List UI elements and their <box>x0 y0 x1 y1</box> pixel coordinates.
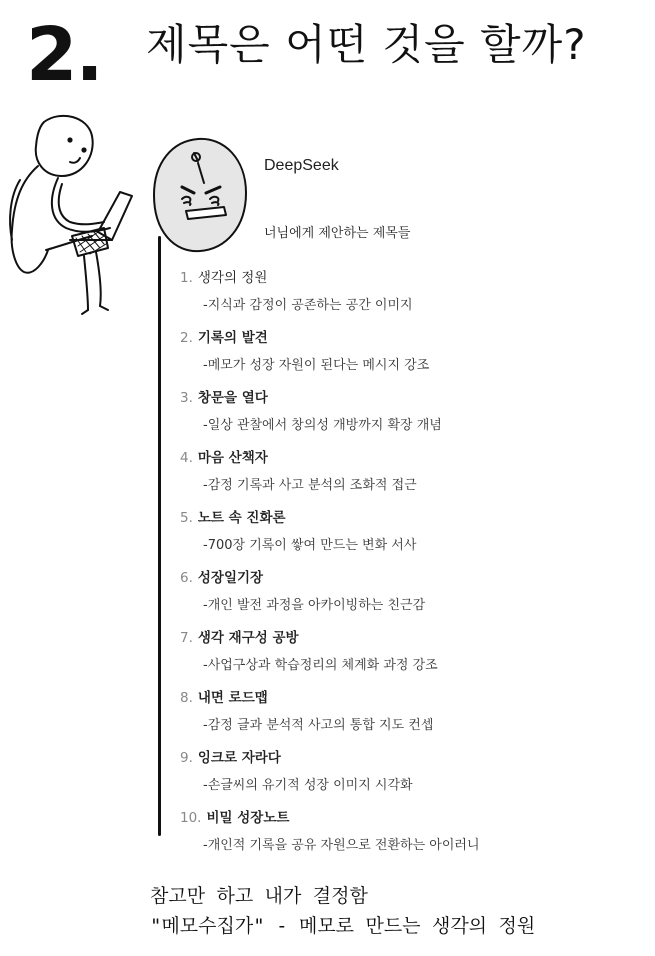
section-number <box>26 12 102 98</box>
list-item <box>180 688 480 748</box>
list-item <box>180 388 480 448</box>
list-item <box>180 808 480 868</box>
item-description: -감정 기록과 사고 분석의 조화적 접근 <box>203 478 417 493</box>
item-description: -일상 관찰에서 창의성 개방까지 확장 개념 <box>203 418 442 433</box>
list-item <box>180 508 480 568</box>
deepseek-avatar-icon <box>150 135 250 255</box>
item-description: -개인적 기록을 공유 자원으로 전환하는 아이러니 <box>203 838 480 853</box>
item-title: 잉크로 자라다 <box>197 750 281 766</box>
item-description: -개인 발전 과정을 아카이빙하는 친근감 <box>203 598 426 613</box>
item-number: 7. <box>180 630 193 646</box>
item-description: -손글씨의 유기적 성장 이미지 시각화 <box>203 778 413 793</box>
item-title: 기록의 발견 <box>197 330 268 346</box>
bot-name: DeepSeek <box>264 157 339 174</box>
footer-line-1: 참고만 하고 내가 결정함 <box>150 885 368 907</box>
item-number: 10. <box>180 810 202 826</box>
item-title: 노트 속 진화론 <box>197 510 286 526</box>
list-item <box>180 448 480 508</box>
item-title: 창문을 열다 <box>197 390 268 406</box>
item-number: 6. <box>180 570 193 586</box>
list-item <box>180 568 480 628</box>
bot-subtitle: 너님에게 제안하는 제목들 <box>264 226 411 241</box>
item-number: 5. <box>180 510 193 526</box>
list-item <box>180 628 480 688</box>
list-item <box>180 268 480 328</box>
title-suggestion-list <box>180 268 480 868</box>
item-description: -지식과 감정이 공존하는 공간 이미지 <box>203 298 413 313</box>
page-title: 제목은 어떤 것을 할까? <box>146 20 587 69</box>
item-title: 생각의 정원 <box>197 270 268 286</box>
item-number: 3. <box>180 390 193 406</box>
item-title: 생각 재구성 공방 <box>197 630 299 646</box>
section-number-digit: 2 <box>26 12 76 98</box>
item-description: -감정 글과 분석적 사고의 통합 지도 컨셉 <box>203 718 434 733</box>
item-title: 비밀 성장노트 <box>206 810 290 826</box>
person-with-laptop-doodle <box>0 100 150 320</box>
item-description: -사업구상과 학습정리의 체계화 과정 강조 <box>203 658 438 673</box>
item-description: -메모가 성장 자원이 된다는 메시지 강조 <box>203 358 430 373</box>
item-number: 8. <box>180 690 193 706</box>
item-number: 9. <box>180 750 193 766</box>
list-item <box>180 748 480 808</box>
list-item <box>180 328 480 388</box>
timeline-line <box>158 236 161 836</box>
item-number: 2. <box>180 330 193 346</box>
item-description: -700장 기록이 쌓여 만드는 변화 서사 <box>203 538 417 553</box>
footer-line-2: "메모수집가" - 메모로 만드는 생각의 정원 <box>150 915 536 937</box>
item-number: 1. <box>180 270 193 286</box>
item-number: 4. <box>180 450 193 466</box>
item-title: 내면 로드맵 <box>197 690 268 706</box>
item-title: 마음 산책자 <box>197 450 268 466</box>
footer-note <box>150 881 535 941</box>
item-title: 성장일기장 <box>197 570 264 586</box>
section-number-dot: . <box>75 12 102 98</box>
